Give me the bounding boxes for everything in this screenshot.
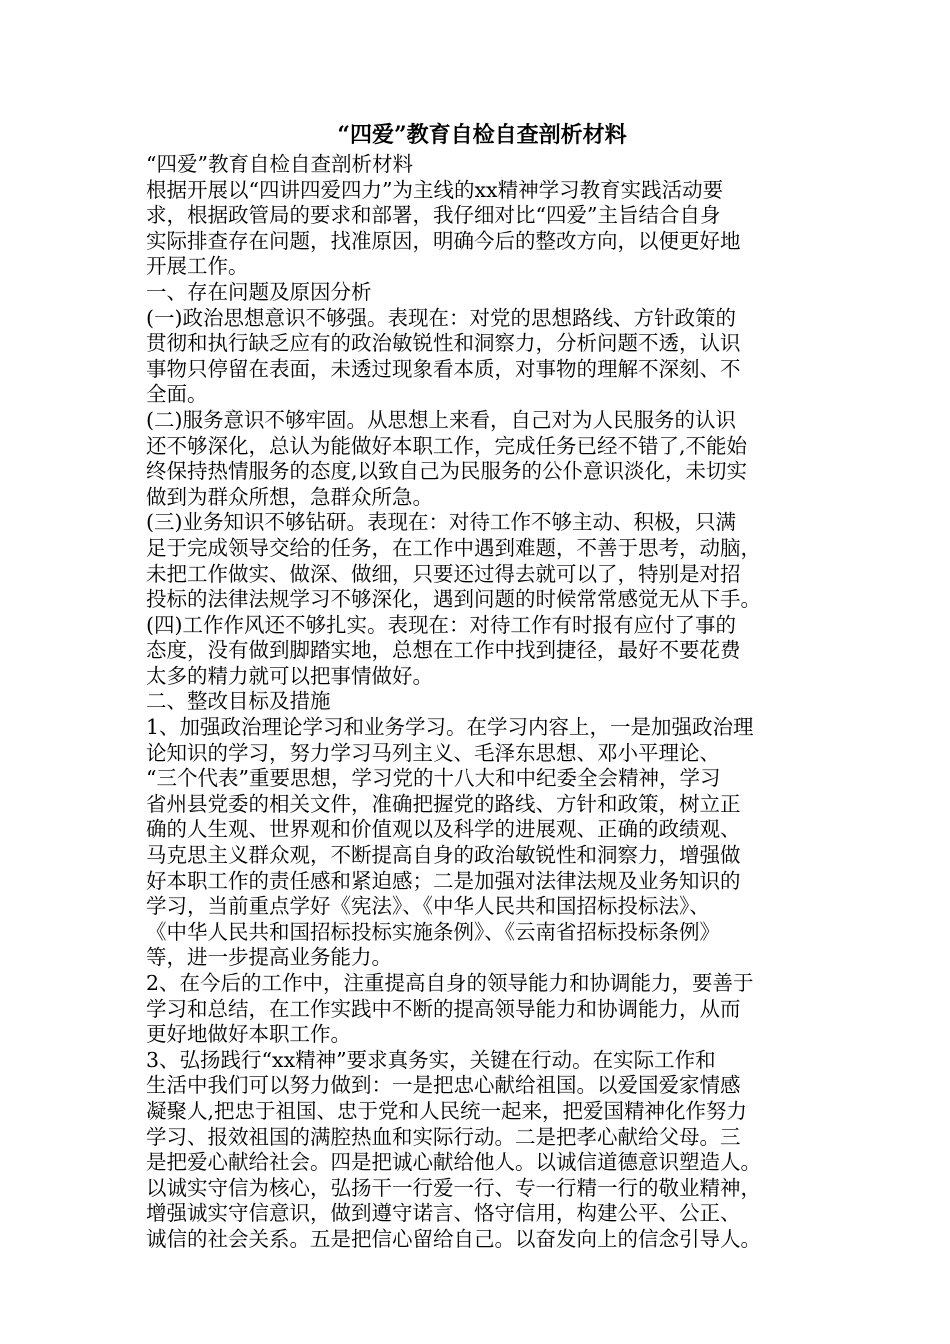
text-line: 学习、报效祖国的满腔热血和实际行动。二是把孝心献给父母。三 bbox=[146, 1124, 741, 1149]
text-line: 增强诚实守信意识，做到遵守诺言、恪守信用，构建公平、公正、 bbox=[146, 1201, 741, 1226]
text-line: 1、加强政治理论学习和业务学习。在学习内容上，一是加强政治理 bbox=[146, 715, 754, 740]
text-line: 学习和总结，在工作实践中不断的提高领导能力和协调能力，从而 bbox=[146, 996, 741, 1021]
text-line: 全面。 bbox=[146, 382, 208, 407]
text-line: 以诚实守信为核心，弘扬干一行爱一行、专一行精一行的敬业精神， bbox=[146, 1175, 761, 1200]
document-title: “四爱”教育自检自查剖析材料 bbox=[337, 122, 627, 148]
text-line: 马克思主义群众观，不断提高自身的政治敏锐性和洞察力，增强做 bbox=[146, 843, 741, 868]
text-line: 做到为群众所想，急群众所急。 bbox=[146, 484, 433, 509]
text-line: 是把爱心献给社会。四是把诚心献给他人。以诚信道德意识塑造人。 bbox=[146, 1150, 761, 1175]
text-line: “四爱”教育自检自查剖析材料 bbox=[146, 152, 413, 176]
text-line: “三个代表”重要思想，学习党的十八大和中纪委全会精神，学习 bbox=[146, 766, 721, 791]
text-line: 根据开展以“四讲四爱四力”为主线的xx精神学习教育实践活动要 bbox=[146, 177, 724, 202]
text-line: 二、整改目标及措施 bbox=[146, 689, 331, 714]
document-page bbox=[146, 118, 818, 1253]
text-line: 3、弘扬践行“xx精神”要求真务实，关键在行动。在实际工作和 bbox=[146, 1047, 716, 1072]
text-line: 生活中我们可以努力做到：一是把忠心献给祖国。以爱国爱家情感 bbox=[146, 1073, 741, 1098]
text-line: (一)政治思想意识不够强。表现在：对党的思想路线、方针政策的 bbox=[146, 305, 736, 330]
text-line: (二)服务意识不够牢固。从思想上来看，自己对为人民服务的认识 bbox=[146, 407, 736, 432]
text-line: 投标的法律法规学习不够深化，遇到问题的时候常常感觉无从下手。 bbox=[146, 587, 761, 612]
text-line: 凝聚人,把忠于祖国、忠于党和人民统一起来，把爱国精神化作努力 bbox=[146, 1098, 748, 1123]
text-line: 开展工作。 bbox=[146, 254, 249, 279]
text-line: (三)业务知识不够钻研。表现在：对待工作不够主动、积极，只满 bbox=[146, 510, 736, 535]
text-line: 实际排查存在问题，找准原因，明确今后的整改方向，以便更好地 bbox=[146, 228, 741, 253]
text-line: 终保持热情服务的态度,以致自己为民服务的公仆意识淡化，未切实 bbox=[146, 459, 748, 484]
text-line: 太多的精力就可以把事情做好。 bbox=[146, 663, 433, 688]
text-line: 态度，没有做到脚踏实地，总想在工作中找到捷径，最好不要花费 bbox=[146, 638, 741, 663]
text-line: 求，根据政管局的要求和部署，我仔细对比“四爱”主旨结合自身 bbox=[146, 203, 721, 228]
text-line: 事物只停留在表面，未透过现象看本质，对事物的理解不深刻、不 bbox=[146, 356, 741, 381]
text-line: 诚信的社会关系。五是把信心留给自己。以奋发向上的信念引导人。 bbox=[146, 1226, 761, 1251]
text-line: 《中华人民共和国招标投标实施条例》、《云南省招标投标条例》 bbox=[146, 919, 720, 944]
text-line: 贯彻和执行缺乏应有的政治敏锐性和洞察力，分析问题不透，认识 bbox=[146, 331, 741, 356]
text-line: 还不够深化，总认为能做好本职工作，完成任务已经不错了,不能始 bbox=[146, 433, 748, 458]
text-line: 等，进一步提高业务能力。 bbox=[146, 945, 392, 970]
text-line: (四)工作作风还不够扎实。表现在：对待工作有时报有应付了事的 bbox=[146, 612, 736, 637]
document-body bbox=[146, 152, 818, 1253]
text-line: 论知识的学习，努力学习马列主义、毛泽东思想、邓小平理论、 bbox=[146, 740, 720, 765]
text-line: 确的人生观、世界观和价值观以及科学的进展观、正确的政绩观、 bbox=[146, 817, 741, 842]
text-line: 足于完成领导交给的任务，在工作中遇到难题，不善于思考，动脑， bbox=[146, 535, 761, 560]
text-line: 2、在今后的工作中，注重提高自身的领导能力和协调能力，要善于 bbox=[146, 971, 754, 995]
text-line: 更好地做好本职工作。 bbox=[146, 1022, 351, 1047]
text-line: 学习，当前重点学好《宪法》、《中华人民共和国招标投标法》、 bbox=[146, 894, 710, 919]
text-line: 未把工作做实、做深、做细，只要还过得去就可以了，特别是对招 bbox=[146, 561, 741, 586]
text-line: 省州县党委的相关文件，准确把握党的路线、方针和政策，树立正 bbox=[146, 791, 741, 816]
text-line: 一、存在问题及原因分析 bbox=[146, 279, 372, 304]
text-line: 好本职工作的责任感和紧迫感；二是加强对法律法规及业务知识的 bbox=[146, 868, 741, 893]
